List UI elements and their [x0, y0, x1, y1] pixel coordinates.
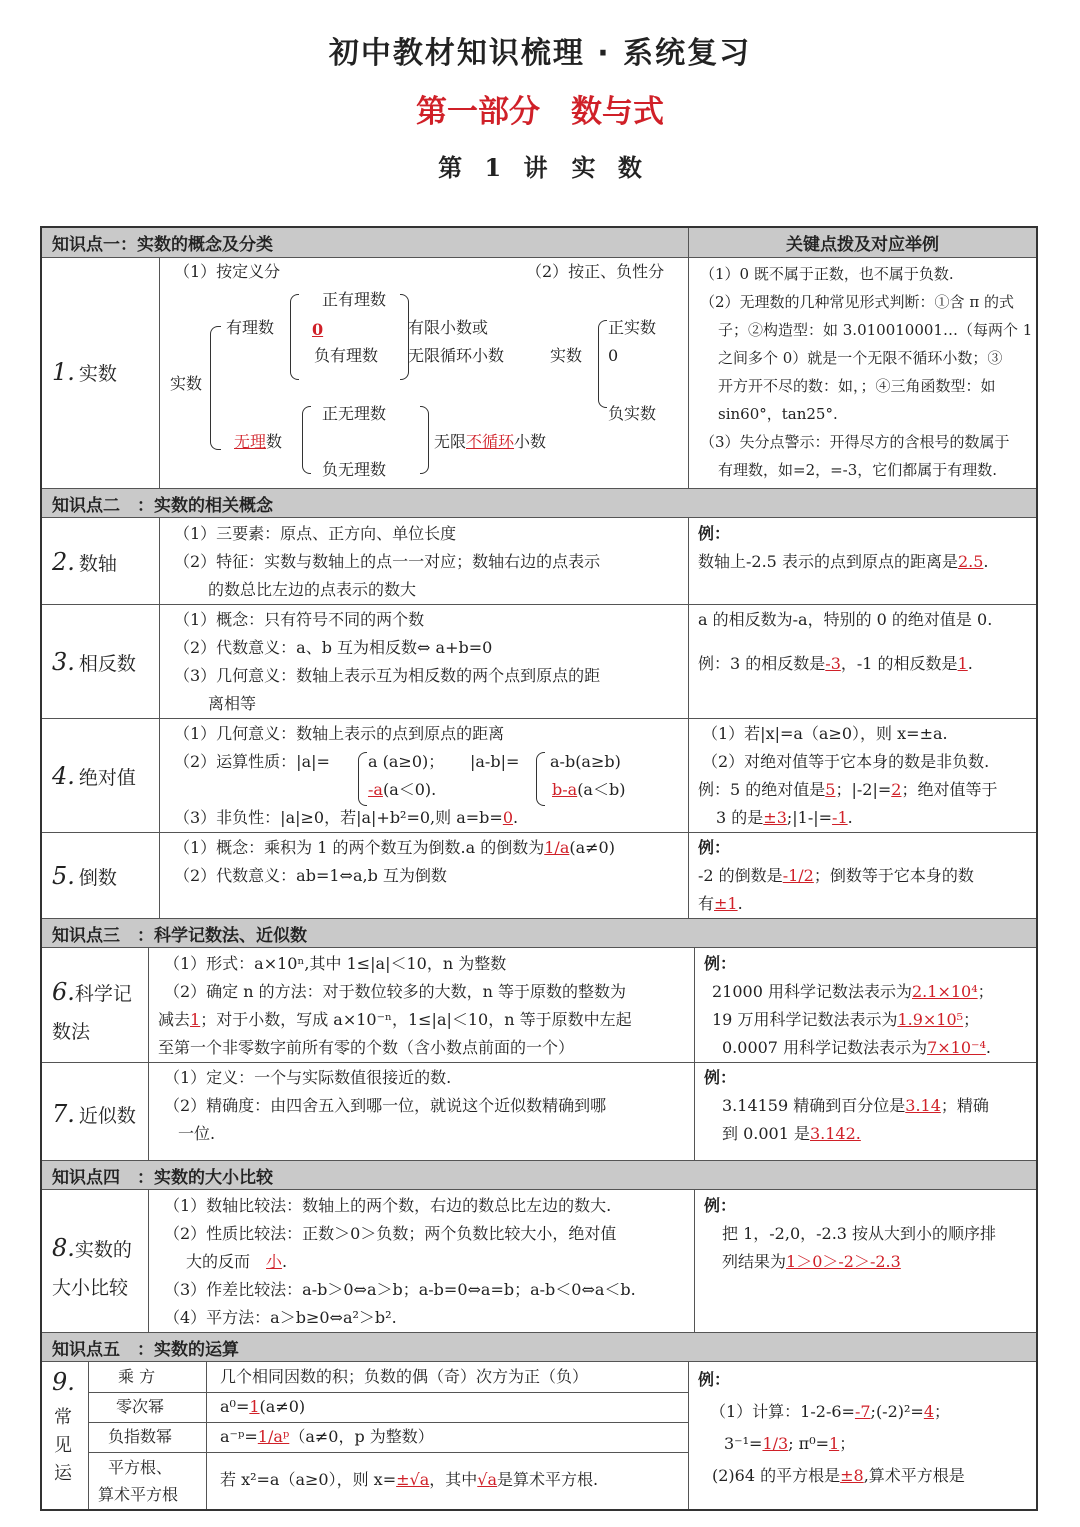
tree-zheng-wu: 正无理数	[322, 404, 387, 423]
brace-main	[210, 326, 221, 450]
part-title: 第一部分 数与式	[416, 94, 664, 130]
note-line: 开方开不尽的数：如，；④三角函数型：如	[718, 377, 996, 395]
example-line: （1）计算：1-2-6=-7;(-2)²=4；	[710, 1402, 951, 1421]
text-line: （1）形式：a×10ⁿ,其中 1≤|a|＜10，n 为整数	[164, 954, 507, 973]
text-line: （2）确定 n 的方法：对于数位较多的大数，n 等于原数的整数为	[164, 982, 627, 1001]
example-title: 例：	[704, 1068, 737, 1087]
row-label-compare: 8.实数的	[52, 1234, 132, 1262]
text-line: （1）几何意义：数轴上表示的点到原点的距离	[174, 724, 505, 743]
section-header-1: 知识点一：实数的概念及分类	[42, 228, 688, 258]
tree-youlishu: 有理数	[226, 318, 275, 337]
text-line: （1）数轴比较法：数轴上的两个数，右边的数总比左边的数大.	[164, 1196, 612, 1215]
brace-sign	[598, 320, 607, 408]
text-line: （3）非负性：|a|≥0，若|a|+b²=0,则 a=b=0.	[174, 808, 519, 827]
note-line: （1）0 既不属于正数，也不属于负数.	[700, 265, 954, 283]
section-header-5: 知识点五 ：实数的运算	[42, 1332, 1036, 1362]
text-line: 的数总比左边的点表示的数大	[208, 580, 417, 599]
knowledge-table	[40, 226, 1038, 1511]
example-line: （2）对绝对值等于它本身的数是非负数.	[702, 752, 990, 771]
op-name: 平方根、	[108, 1458, 173, 1477]
op-name: 零次幂	[116, 1397, 165, 1416]
abs-diff-label: |a-b|=	[470, 752, 520, 771]
example-line: 有±1.	[698, 894, 743, 913]
by-sign: （2）按正、负性分	[526, 262, 665, 281]
tree-fu-wu: 负无理数	[322, 460, 387, 479]
text-line: （1）三要素：原点、正方向、单位长度	[174, 524, 457, 543]
example-title: 例：	[698, 838, 731, 857]
op-content: a⁰=1(a≠0)	[220, 1397, 306, 1416]
text-line: （2）代数意义：a、b 互为相反数⇔ a+b=0	[174, 638, 493, 657]
brace-wuli	[302, 406, 311, 474]
tree-wulishu: 无理数	[234, 432, 283, 451]
text-line: 离相等	[208, 694, 257, 713]
example-title: 例：	[698, 1370, 731, 1389]
abs-diff-case-2: b-a(a＜b)	[552, 780, 626, 799]
row-label-kx: 6.科学记	[52, 978, 132, 1006]
by-definition: （1）按定义分	[174, 262, 281, 281]
text-line: （2）特征：实数与数轴上的点一一对应；数轴右边的点表示	[174, 552, 601, 571]
op-content: 几个相同因数的积；负数的偶（奇）次方为正（负）	[220, 1367, 589, 1386]
example-title: 例：	[704, 1196, 737, 1215]
text-line: 一位.	[178, 1124, 216, 1143]
text-line: （3）几何意义：数轴上表示互为相反数的两个点到原点的距	[174, 666, 601, 685]
text-line: 大的反而 小.	[186, 1252, 288, 1271]
text-line: （2）代数意义：ab=1⇔a,b 互为倒数	[174, 866, 447, 885]
abs-diff-case-1: a-b(a≥b)	[550, 752, 621, 771]
example-line: 21000 用科学记数法表示为2.1×10⁴；	[712, 982, 994, 1001]
row-label-shuzhou: 2. 数轴	[52, 548, 117, 576]
section-header-2: 知识点二 ：实数的相关概念	[42, 488, 1036, 518]
row-label-op-num: 9.	[52, 1368, 75, 1396]
example-line: 19 万用科学记数法表示为1.9×10⁵；	[712, 1010, 980, 1029]
row-label-shishu: 1. 实数	[52, 358, 117, 386]
op-content: 若 x²=a（a≥0），则 x=±√a，其中√a是算术平方根.	[220, 1470, 599, 1489]
text-line: （1）定义：一个与实际数值很接近的数.	[164, 1068, 452, 1087]
row-label-op: 见	[54, 1435, 72, 1456]
tree-zheng-you: 正有理数	[322, 290, 387, 309]
brace-youli	[290, 294, 299, 380]
example-line: 0.0007 用科学记数法表示为7×10⁻⁴.	[722, 1038, 991, 1057]
example-line: 3.14159 精确到百分位是3.14；精确	[722, 1096, 989, 1115]
op-name: 乘 方	[118, 1367, 156, 1386]
sign-zheng: 正实数	[608, 318, 657, 337]
example-line: 例：3 的相反数是-3，-1 的相反数是1.	[698, 654, 973, 673]
row-label-daoshu: 5. 倒数	[52, 862, 117, 890]
op-name: 负指数幂	[108, 1427, 173, 1446]
brace-abs	[358, 752, 367, 806]
row-label-op: 运	[54, 1463, 72, 1484]
tree-shishu: 实数	[170, 374, 203, 393]
row-label-op: 常	[54, 1407, 72, 1428]
section-header-4: 知识点四 ：实数的大小比较	[42, 1160, 1036, 1190]
text-line: 至第一个非零数字前所有零的个数（含小数点前面的一个）	[158, 1038, 575, 1057]
sign-zero: 0	[608, 346, 619, 365]
sign-fu: 负实数	[608, 404, 657, 423]
example-line: 3⁻¹=1/3; π⁰=1；	[724, 1434, 856, 1453]
text-line: （4）平方法：a＞b≥0⇔a²＞b².	[164, 1308, 397, 1327]
example-line: 数轴上-2.5 表示的点到原点的距离是2.5.	[698, 552, 989, 571]
abs-case-1: a (a≥0)；	[368, 752, 445, 771]
tree-fu-you: 负有理数	[314, 346, 379, 365]
abs-case-2: -a(a＜0).	[368, 780, 437, 799]
tree-youxian: 有限小数或	[408, 318, 489, 337]
example-line: 列结果为1＞0＞-2＞-2.3	[722, 1252, 901, 1271]
note-line: 之间多个 0）就是一个无限不循环小数；③	[718, 349, 1003, 367]
note-line: 子；②构造型：如 3.010010001…（每两个 1	[718, 321, 1033, 339]
text-line: （1）概念：只有符号不同的两个数	[174, 610, 425, 629]
example-line: 例：5 的绝对值是5；|-2|=2；绝对值等于	[698, 780, 998, 799]
text-line: 减去1；对于小数，写成 a×10⁻ⁿ，1≤|a|＜10，n 等于原数中左起	[158, 1010, 632, 1029]
section-header-3: 知识点三 ：科学记数法、近似数	[42, 918, 1036, 948]
text-line: （2）精确度：由四舍五入到哪一位，就说这个近似数精确到哪	[164, 1096, 607, 1115]
note-line: （3）失分点警示：开得尽方的含根号的数属于	[700, 433, 1010, 451]
brace-abs-diff	[536, 752, 545, 806]
sign-shishu: 实数	[550, 346, 583, 365]
example-title: 例：	[698, 524, 731, 543]
main-title: 初中教材知识梳理 · 系统复习	[328, 36, 752, 71]
row-label-jss: 7. 近似数	[52, 1100, 136, 1128]
row-label-jdz: 4. 绝对值	[52, 762, 136, 790]
op-name: 算术平方根	[98, 1485, 179, 1504]
brace-right-2	[420, 406, 429, 474]
text-line: （2）运算性质：|a|=	[174, 752, 330, 771]
example-line: (2)64 的平方根是±8,算术平方根是	[712, 1466, 965, 1485]
note-line: （2）无理数的几种常见形式判断：①含 π 的式	[700, 293, 1014, 311]
note-line: 有理数，如=2，=-3，它们都属于有理数.	[718, 461, 998, 479]
op-content: a⁻ᵖ=1/aᵖ（a≠0，p 为整数）	[220, 1427, 434, 1446]
lecture-title: 第 1 讲 实 数	[438, 153, 642, 182]
text-line: （1）概念：乘积为 1 的两个数互为倒数.a 的倒数为1/a(a≠0)	[174, 838, 615, 857]
example-title: 例：	[704, 954, 737, 973]
example-line: a 的相反数为-a，特别的 0 的绝对值是 0.	[698, 610, 993, 629]
example-line: 3 的是±3;|1-|=-1.	[716, 808, 853, 827]
row-label-compare-2: 大小比较	[52, 1277, 129, 1299]
text-line: （3）作差比较法：a-b＞0⇔a＞b；a-b=0⇔a=b；a-b＜0⇔a＜b.	[164, 1280, 636, 1299]
example-line: 把 1，-2,0，-2.3 按从大到小的顺序排	[722, 1224, 997, 1243]
right-column-header: 关键点拨及对应举例	[688, 228, 1036, 258]
example-line: （1）若|x|=a（a≥0），则 x=±a.	[702, 724, 948, 743]
row-label-xiangfan: 3. 相反数	[52, 648, 136, 676]
row-label-kx-2: 数法	[52, 1021, 91, 1043]
note-line: sin60°，tan25°.	[718, 405, 838, 423]
tree-wuxian-bxh: 无限不循环小数	[434, 432, 547, 451]
tree-zero: 0	[312, 320, 324, 339]
example-line: 到 0.001 是3.142.	[722, 1124, 861, 1143]
tree-wuxian-xh: 无限循环小数	[408, 346, 505, 365]
text-line: （2）性质比较法：正数＞0＞负数；两个负数比较大小，绝对值	[164, 1224, 617, 1243]
example-line: -2 的倒数是-1/2；倒数等于它本身的数	[698, 866, 974, 885]
